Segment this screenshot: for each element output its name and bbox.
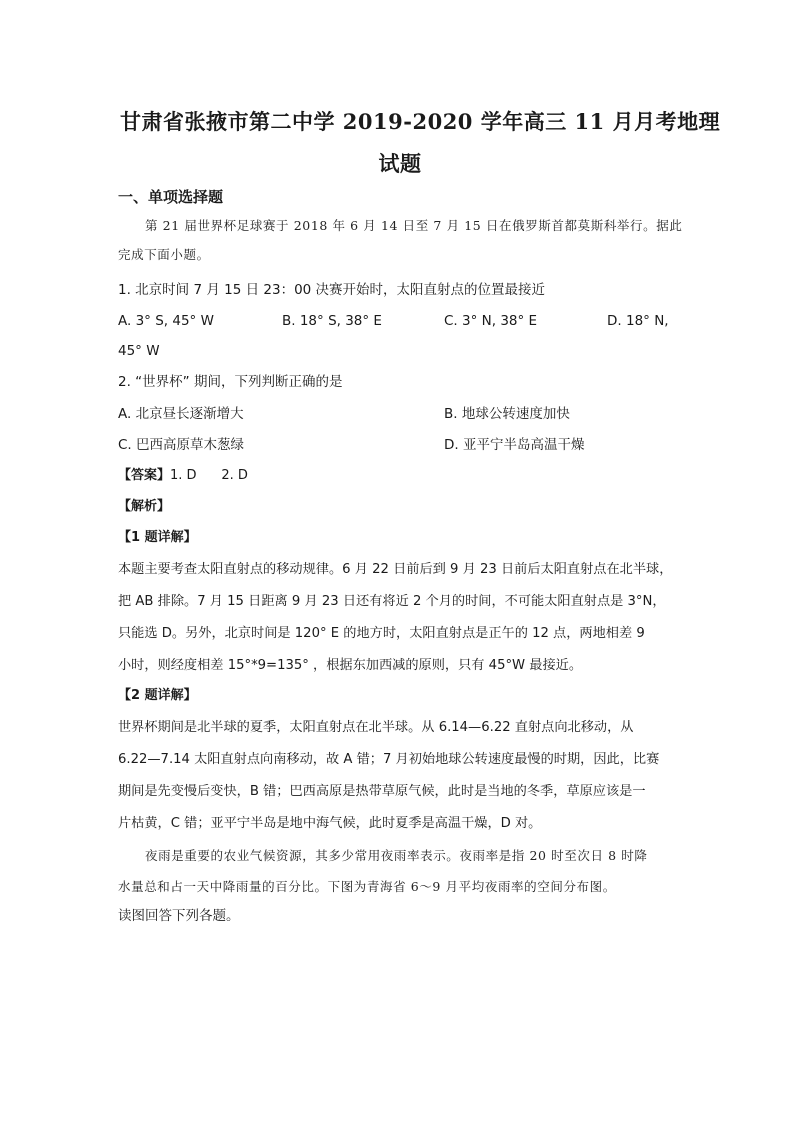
section-heading: 一、单项选择题	[118, 188, 224, 206]
passage-intro-line: 完成下面小题。	[118, 247, 210, 262]
answer-text: 1. D 2. D	[170, 468, 248, 483]
detail-1-line: 本题主要考查太阳直射点的移动规律。6 月 22 日前后到 9 月 23 日前后太阳直射点在北半球，	[118, 562, 673, 577]
detail-2-line: 6.22—7.14 太阳直射点向南移动，故 A 错；7 月初始地球公转速度最慢的时期，因此，比赛	[118, 752, 660, 767]
analysis-label: 【解析】	[118, 499, 171, 514]
detail-2-line: 片枯黄，C 错；亚平宁半岛是地中海气候，此时夏季是高温干燥，D 对。	[118, 816, 542, 831]
question-1-option-d: D. 18° N,	[607, 313, 669, 329]
detail-1-line: 只能选 D。另外，北京时间是 120° E 的地方时，太阳直射点是正午的 12 点，两地相差 9	[118, 626, 645, 641]
passage-intro-line: 第 21 届世界杯足球赛于 2018 年 6 月 14 日至 7 月 15 日在俄罗斯首都莫斯科举行。据此	[145, 218, 683, 233]
question-2-option-c: C. 巴西高原草木葱绿	[118, 437, 245, 453]
question-1-option-b: B. 18° S, 38° E	[282, 313, 382, 329]
question-1-option-a: A. 3° S, 45° W	[118, 313, 214, 329]
question-2-option-b: B. 地球公转速度加快	[444, 406, 570, 422]
question-1-option-d-continued: 45° W	[118, 343, 160, 359]
detail-2-line: 世界杯期间是北半球的夏季，太阳直射点在北半球。从 6.14—6.22 直射点向北移动，从	[118, 720, 634, 735]
passage-instruction: 读图回答下列各题。	[118, 908, 240, 924]
answer-line	[118, 466, 248, 486]
document-title-continued: 试题	[378, 151, 422, 176]
question-1-option-c: C. 3° N, 38° E	[444, 313, 538, 329]
passage-intro-line: 水量总和占一天中降雨量的百分比。下图为青海省 6～9 月平均夜雨率的空间分布图。	[118, 879, 616, 894]
detail-1-line: 小时，则经度相差 15°*9=135° ，根据东加西减的原则，只有 45°W 最接近。	[118, 658, 583, 673]
question-2-option-d: D. 亚平宁半岛高温干燥	[444, 437, 585, 453]
detail-2-line: 期间是先变慢后变快，B 错；巴西高原是热带草原气候，此时是当地的冬季，草原应该是一	[118, 784, 646, 799]
question-2-option-a: A. 北京昼长逐渐增大	[118, 406, 244, 422]
answer-label: 【答案】	[118, 468, 171, 483]
document-title: 甘肃省张掖市第二中学 2019-2020 学年高三 11 月月考地理	[120, 109, 721, 134]
detail-1-line: 把 AB 排除。7 月 15 日距离 9 月 23 日还有将近 2 个月的时间，不可能太阳直射点是 3°N，	[118, 594, 666, 609]
question-1-stem: 1. 北京时间 7 月 15 日 23：00 决赛开始时，太阳直射点的位置最接近	[118, 282, 546, 298]
question-2-stem: 2. “世界杯” 期间，下列判断正确的是	[118, 374, 343, 390]
detail-1-label: 【1 题详解】	[118, 530, 197, 545]
detail-2-label: 【2 题详解】	[118, 688, 197, 703]
passage-intro-line: 夜雨是重要的农业气候资源，其多少常用夜雨率表示。夜雨率是指 20 时至次日 8 时降	[145, 848, 648, 863]
